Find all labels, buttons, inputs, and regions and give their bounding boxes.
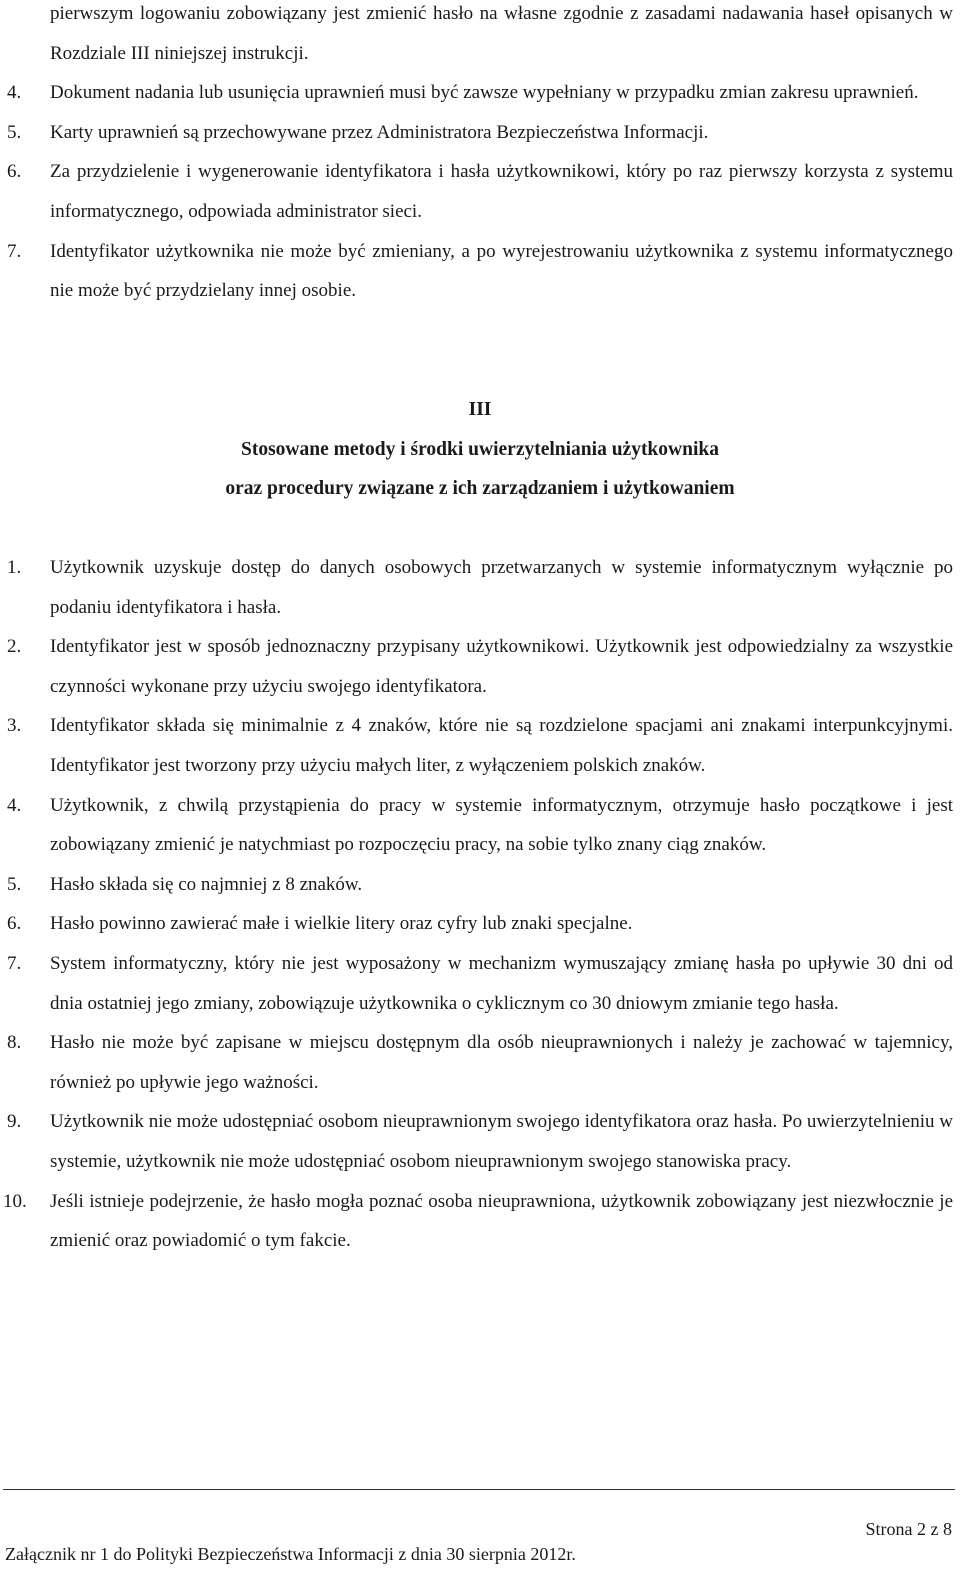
item-number: 3. bbox=[7, 715, 22, 737]
list-item bbox=[0, 904, 960, 944]
item-text: Hasło składa się co najmniej z 8 znaków. bbox=[50, 873, 363, 895]
item-number: 8. bbox=[7, 1032, 22, 1054]
item-text: Identyfikator jest w sposób jednoznaczny przypisany użytkownikowi. Użytkownik jest odpowiedzialny za wszystkie czynności wykonane przy użyciu swojego identyfikatora. bbox=[50, 636, 953, 697]
item-text: Identyfikator składa się minimalnie z 4 znaków, które nie są rozdzielone spacjami ani znakami interpunkcyjnymi. Identyfikator jest tworzony przy użyciu małych liter, z wyłączeniem polskich znaków. bbox=[50, 715, 953, 776]
item-text: Użytkownik nie może udostępniać osobom nieuprawnionym swojego identyfikatora oraz hasła. Po uwierzytelnieniu w systemie, użytkownik nie może udostępniać osobom nieuprawnionym swojego stanowiska pracy. bbox=[50, 1111, 953, 1172]
item-number: 10. bbox=[3, 1190, 27, 1212]
list-item bbox=[0, 113, 960, 153]
section-heading bbox=[0, 390, 960, 509]
list-item bbox=[0, 706, 960, 785]
item-text: Dokument nadania lub usunięcia uprawnień musi być zawsze wypełniany w przypadku zmian zakresu uprawnień. bbox=[50, 82, 919, 104]
item-number: 5. bbox=[7, 873, 22, 895]
item-number: 2. bbox=[7, 636, 22, 658]
continuation-paragraph: pierwszym logowaniu zobowiązany jest zmienić hasło na własne zgodnie z zasadami nadawania haseł opisanych w Rozdziale III niniejszej instrukcji. bbox=[50, 3, 953, 64]
item-text: Użytkownik, z chwilą przystąpienia do pracy w systemie informatycznym, otrzymuje hasło początkowe i jest zobowiązany zmienić je natychmiast po rozpoczęciu pracy, na sobie tylko znany ciąg znaków. bbox=[50, 794, 953, 856]
list-item bbox=[0, 232, 960, 311]
item-number: 1. bbox=[7, 557, 22, 578]
item-text: Za przydzielenie i wygenerowanie identyfikatora i hasła użytkownikowi, który po raz pierwszy korzysta z systemu informatycznego, odpowiada administrator sieci. bbox=[50, 161, 953, 222]
list-item bbox=[0, 152, 960, 231]
list-item bbox=[0, 1102, 960, 1181]
item-number: 6. bbox=[7, 161, 22, 183]
item-text: Identyfikator użytkownika nie może być zmieniany, a po wyrejestrowaniu użytkownika z systemu informatycznego nie może być przydzielany innej osobie. bbox=[50, 240, 953, 302]
list-item bbox=[0, 1182, 960, 1261]
item-text: Hasło powinno zawierać małe i wielkie litery oraz cyfry lub znaki specjalne. bbox=[50, 913, 633, 935]
section-title-line-1: Stosowane metody i środki uwierzytelniania użytkownika bbox=[241, 438, 719, 460]
footer-divider bbox=[3, 1489, 955, 1490]
section-list bbox=[0, 548, 960, 1261]
item-number: 4. bbox=[7, 794, 22, 816]
list-item bbox=[0, 944, 960, 1023]
list-item bbox=[0, 865, 960, 905]
list-item bbox=[0, 548, 960, 627]
item-text: System informatyczny, który nie jest wyposażony w mechanizm wymuszający zmianę hasła po upływie 30 dni od dnia ostatniej jego zmiany, zobowiązuje użytkownika o cyklicznym co 30 dniowym zmianie tego hasła. bbox=[50, 952, 953, 1014]
item-number: 9. bbox=[7, 1111, 22, 1133]
item-number: 7. bbox=[7, 240, 22, 262]
item-text: Karty uprawnień są przechowywane przez Administratora Bezpieczeństwa Informacji. bbox=[50, 121, 709, 143]
top-list bbox=[0, 0, 960, 311]
item-text: Użytkownik uzyskuje dostęp do danych osobowych przetwarzanych w systemie informatycznym wyłącznie po podaniu identyfikatora i hasła. bbox=[50, 557, 953, 618]
section-title-line-2: oraz procedury związane z ich zarządzaniem i użytkowaniem bbox=[225, 478, 735, 499]
item-number: 4. bbox=[7, 82, 22, 104]
item-number: 6. bbox=[7, 913, 22, 935]
list-item bbox=[0, 1023, 960, 1102]
section-number: III bbox=[468, 399, 492, 420]
footer-document-reference: Załącznik nr 1 do Polityki Bezpieczeństwa Informacji z dnia 30 sierpnia 2012r. bbox=[5, 1544, 576, 1564]
item-text: Hasło nie może być zapisane w miejscu dostępnym dla osób nieuprawnionych i należy je zachować w tajemnicy, również po upływie jego ważności. bbox=[50, 1032, 953, 1093]
page-number: Strona 2 z 8 bbox=[865, 1519, 952, 1539]
list-item bbox=[0, 627, 960, 706]
item-number: 7. bbox=[7, 952, 22, 974]
list-item bbox=[0, 786, 960, 865]
list-item bbox=[0, 73, 960, 113]
item-text: Jeśli istnieje podejrzenie, że hasło mogła poznać osoba nieuprawniona, użytkownik zobowiązany jest niezwłocznie je zmienić oraz powiadomić o tym fakcie. bbox=[50, 1190, 953, 1252]
item-number: 5. bbox=[7, 121, 22, 143]
